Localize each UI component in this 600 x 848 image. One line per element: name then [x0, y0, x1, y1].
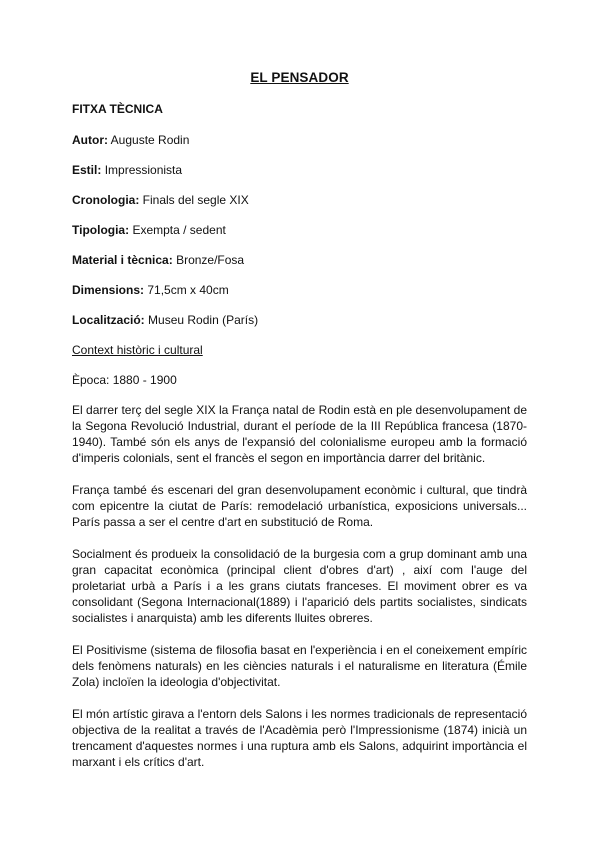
- field-localitzacio: [72, 313, 527, 327]
- field-estil: [72, 163, 527, 177]
- field-cronologia-value: Finals del segle XIX: [142, 193, 249, 207]
- field-autor: [72, 133, 527, 147]
- field-tipologia-label: Tipologia:: [72, 223, 130, 237]
- paragraph-2: França també és escenari del gran desenvolupament econòmic i cultural, que tindrà com epicentre la ciutat de París: remodelació urbanística, exposicions universals... París passa a ser el centre d'art en substitució de Roma.: [72, 483, 527, 529]
- field-tipologia: [72, 223, 527, 237]
- field-dimensions: [72, 283, 527, 297]
- field-localitzacio-label: Localització:: [72, 313, 145, 327]
- field-cronologia: [72, 193, 527, 207]
- field-material-tecnica-label: Material i tècnica:: [72, 253, 173, 267]
- field-estil-value: Impressionista: [104, 163, 183, 177]
- field-localitzacio-value: Museu Rodin (París): [148, 313, 259, 327]
- context-heading: Context històric i cultural: [72, 343, 203, 357]
- field-dimensions-label: Dimensions:: [72, 283, 145, 297]
- field-autor-value: Auguste Rodin: [110, 133, 190, 147]
- field-autor-label: Autor:: [72, 133, 108, 147]
- field-estil-label: Estil:: [72, 163, 102, 177]
- field-material-tecnica-value: Bronze/Fosa: [176, 253, 245, 267]
- paragraph-4: El Positivisme (sistema de filosofia basat en l'experiència i en el coneixement empíric dels fenòmens naturals) en les ciències naturals i el naturalisme en literatura (Émile Zola) incloïen la ideologia d'objectivitat.: [72, 643, 527, 689]
- document-title: EL PENSADOR: [250, 70, 349, 85]
- document-page: [72, 70, 527, 786]
- field-dimensions-value: 71,5cm x 40cm: [147, 283, 229, 297]
- epoca-line: Època: 1880 - 1900: [72, 373, 177, 387]
- paragraph-5: El món artístic girava a l'entorn dels Salons i les normes tradicionals de representació objectiva de la realitat a través de l'Acadèmia però l'Impressionisme (1874) inicià un trencament d'aquestes normes i una ruptura amb els Salons, adquirint importància el marxant i els crítics d'art.: [72, 707, 527, 769]
- field-material-tecnica: [72, 253, 527, 267]
- field-cronologia-label: Cronologia:: [72, 193, 140, 207]
- section-heading-fitxa-tecnica: FITXA TÈCNICA: [72, 102, 163, 116]
- paragraph-1: El darrer terç del segle XIX la França natal de Rodin està en ple desenvolupament de la Segona Revolució Industrial, durant el període de la III República francesa (1870-1940). També són els anys de l'expansió del colonialisme europeu amb la formació d'imperis colonials, sent el francès el segon en importància darrer del britànic.: [72, 403, 527, 465]
- field-tipologia-value: Exempta / sedent: [132, 223, 226, 237]
- paragraph-3: Socialment és produeix la consolidació de la burgesia com a grup dominant amb una gran capacitat econòmica (principal client d'obres d'art) , així com l'auge del proletariat urbà a París i a les grans ciutats franceses. El moviment obrer es va consolidant (Segona Internacional(1889) i l'aparició dels partits socialistes, sindicats socialistes i anarquista) amb les diferents lluites obreres.: [72, 547, 527, 625]
